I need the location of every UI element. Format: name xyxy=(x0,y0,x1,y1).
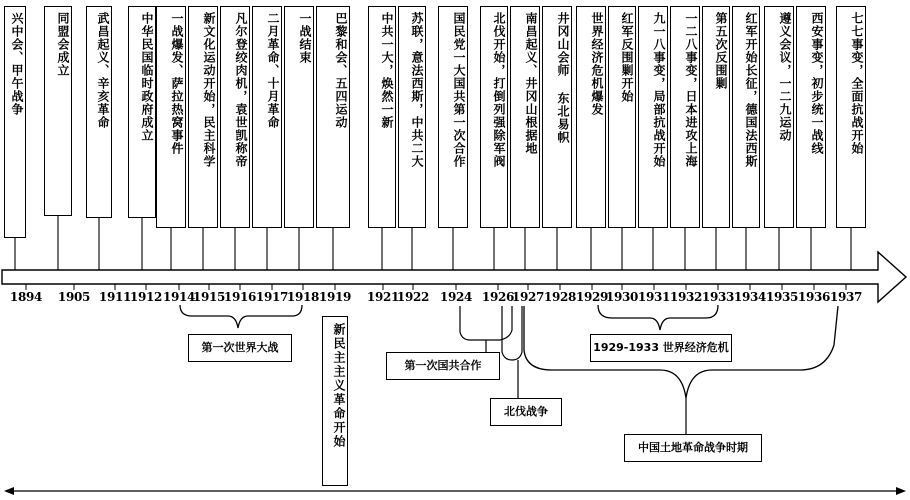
year-label-15: 1928 xyxy=(543,290,577,304)
first-cooperation-bracket xyxy=(460,306,512,340)
event-box-10: 中共一大，焕然一新 xyxy=(368,6,396,228)
event-box-9: 巴黎和会、五四运动 xyxy=(316,6,350,228)
year-label-21: 1934 xyxy=(733,290,767,304)
year-label-17: 1930 xyxy=(605,290,639,304)
event-box-2: 武昌起义、辛亥革命 xyxy=(86,6,112,218)
year-label-8: 1918 xyxy=(286,290,320,304)
event-box-12: 国民党一大国共第一次合作 xyxy=(438,6,468,228)
event-box-21: 红军开始长征，德国法西斯 xyxy=(732,6,760,228)
year-label-5: 1915 xyxy=(192,290,226,304)
year-label-18: 1931 xyxy=(637,290,671,304)
year-label-12: 1924 xyxy=(439,290,473,304)
year-label-22: 1935 xyxy=(765,290,799,304)
event-box-8: 一战结束 xyxy=(284,6,314,228)
year-label-23: 1936 xyxy=(797,290,831,304)
period-land-revolution-label: 中国土地革命战争时期 xyxy=(624,434,762,462)
period-new-democratic-label: 新民主主义革命开始 xyxy=(322,316,348,486)
crisis-brace xyxy=(598,305,718,330)
ww1-brace xyxy=(180,305,302,328)
year-label-1: 1905 xyxy=(57,290,91,304)
year-label-10: 1921 xyxy=(366,290,400,304)
event-box-15: 井冈山会师 东北易帜 xyxy=(542,6,572,228)
event-box-23: 西安事变，初步统一战线 xyxy=(796,6,826,228)
event-box-1: 同盟会成立 xyxy=(44,6,72,216)
event-box-14: 南昌起义、井冈山根据地 xyxy=(510,6,540,228)
event-box-6: 凡尔登绞肉机，袁世凯称帝 xyxy=(220,6,250,228)
year-label-4: 1914 xyxy=(162,290,196,304)
year-label-3: 1912 xyxy=(129,290,163,304)
event-box-5: 新文化运动开始，民主科学 xyxy=(188,6,218,228)
event-box-3: 中华民国临时政府成立 xyxy=(128,6,156,218)
event-box-0: 兴中会、甲午战争 xyxy=(4,6,26,238)
year-label-0: 1894 xyxy=(9,290,43,304)
event-box-7: 二月革命、十月革命 xyxy=(252,6,282,228)
year-label-19: 1932 xyxy=(669,290,703,304)
event-box-11: 苏联，意法西斯，中共二大 xyxy=(398,6,426,228)
event-box-13: 北伐开始，打倒列强除军阀 xyxy=(480,6,508,228)
year-label-13: 1926 xyxy=(481,290,515,304)
year-label-24: 1937 xyxy=(829,290,863,304)
event-box-16: 世界经济危机爆发 xyxy=(576,6,606,228)
event-box-18: 九一八事变，局部抗战开始 xyxy=(638,6,668,228)
event-box-22: 遵义会议，一二九运动 xyxy=(764,6,794,228)
year-label-9: 1919 xyxy=(318,290,352,304)
period-crisis-label: 1929-1933 世界经济危机 xyxy=(590,334,732,362)
year-label-11: 1922 xyxy=(396,290,430,304)
year-label-6: 1916 xyxy=(223,290,257,304)
period-northern-expedition-label: 北伐战争 xyxy=(490,398,562,426)
year-label-14: 1927 xyxy=(511,290,545,304)
year-label-20: 1933 xyxy=(701,290,735,304)
bottom-double-arrow xyxy=(4,487,906,495)
event-box-24: 七七事变，全面抗战开始 xyxy=(836,6,866,228)
year-label-16: 1929 xyxy=(575,290,609,304)
event-box-19: 一二八事变，日本进攻上海 xyxy=(670,6,700,228)
period-first-cooperation-label: 第一次国共合作 xyxy=(386,352,500,380)
event-box-17: 红军反围剿开始 xyxy=(608,6,636,228)
event-box-4: 一战爆发、萨拉热窝事件 xyxy=(156,6,186,228)
period-ww1-label: 第一次世界大战 xyxy=(188,334,292,362)
year-label-2: 1911 xyxy=(98,290,132,304)
event-box-20: 第五次反围剿 xyxy=(702,6,730,228)
year-label-7: 1917 xyxy=(255,290,289,304)
